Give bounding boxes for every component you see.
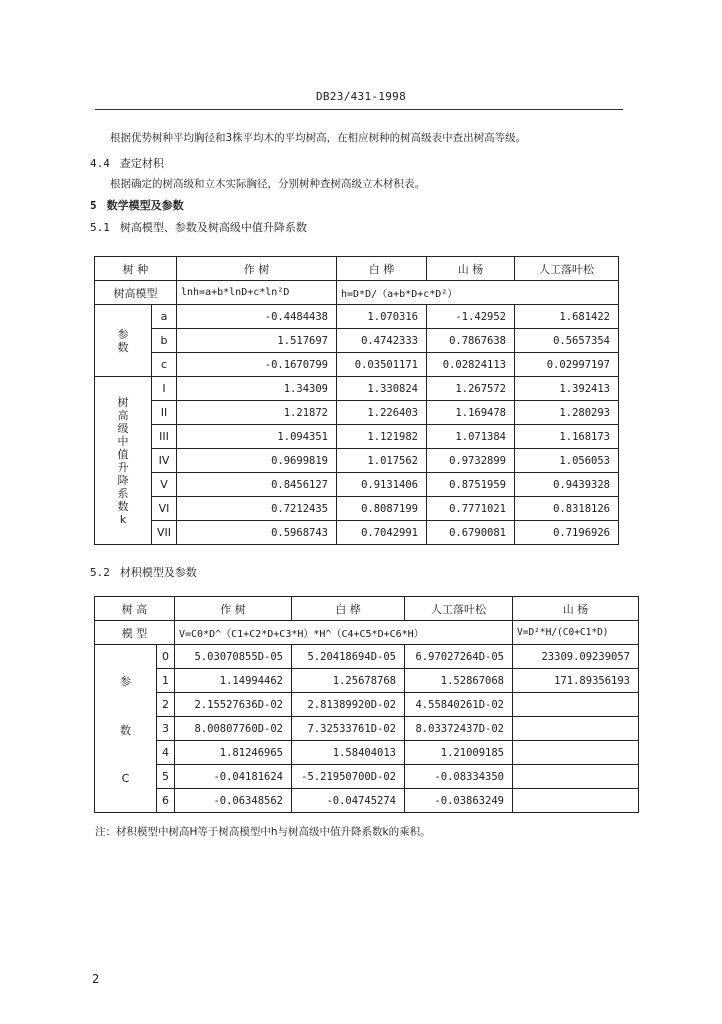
header-species: 树 种 bbox=[95, 257, 177, 281]
header-bai-hua: 白 桦 bbox=[337, 257, 427, 281]
k-value: 0.8456127 bbox=[177, 473, 337, 497]
coef-value: -0.03863249 bbox=[405, 789, 513, 813]
k-value: 0.7212435 bbox=[177, 497, 337, 521]
k-value: 0.9732899 bbox=[427, 449, 515, 473]
header-larch: 人工落叶松 bbox=[515, 257, 619, 281]
coef-value bbox=[513, 789, 639, 813]
coef-value bbox=[513, 741, 639, 765]
page-number: 2 bbox=[92, 972, 100, 986]
section-title: 树高模型、参数及树高级中值升降系数 bbox=[119, 221, 307, 234]
coef-value: 1.52867068 bbox=[405, 669, 513, 693]
coef-value bbox=[513, 717, 639, 741]
header-zuo-shu: 作 树 bbox=[177, 257, 337, 281]
k-key: VII bbox=[152, 521, 177, 545]
param-value: 0.03501171 bbox=[337, 353, 427, 377]
model-row bbox=[95, 621, 639, 645]
table-header-row bbox=[95, 597, 639, 621]
k-key: VI bbox=[152, 497, 177, 521]
k-value: 0.9439328 bbox=[515, 473, 619, 497]
model-row bbox=[95, 281, 619, 305]
model-formula-rest: h=D*D/（a+b*D+c*D²） bbox=[337, 281, 619, 305]
k-value: 1.017562 bbox=[337, 449, 427, 473]
coef-value bbox=[513, 693, 639, 717]
k-value: 1.21872 bbox=[177, 401, 337, 425]
paragraph-2: 根据确定的树高级和立木实际胸径，分别树种查树高级立木材积表。 bbox=[110, 178, 425, 190]
paragraph-1: 根据优势树种平均胸径和3株平均木的平均树高，在相应树种的树高级表中查出树高等级。 bbox=[110, 132, 527, 144]
coef-row bbox=[95, 789, 639, 813]
coef-value: -5.21950700D-02 bbox=[292, 765, 405, 789]
section-title: 材积模型及参数 bbox=[119, 566, 197, 579]
model-label: 模 型 bbox=[95, 621, 175, 645]
k-value: 1.226403 bbox=[337, 401, 427, 425]
k-value: 0.8751959 bbox=[427, 473, 515, 497]
k-value: 1.169478 bbox=[427, 401, 515, 425]
k-value: 0.6790081 bbox=[427, 521, 515, 545]
k-key: II bbox=[152, 401, 177, 425]
coef-key: 5 bbox=[157, 765, 175, 789]
table-note: 注：材积模型中树高H等于树高模型中h与树高级中值升降系数k的乘积。 bbox=[95, 826, 431, 838]
model-formula-shan-yang: V=D²*H/(C0+C1*D) bbox=[513, 621, 639, 645]
coef-key: 3 bbox=[157, 717, 175, 741]
param-group-text: 参数 bbox=[117, 327, 129, 354]
coef-value: 6.97027264D-05 bbox=[405, 645, 513, 669]
coef-value: -0.04181624 bbox=[175, 765, 292, 789]
k-group-label bbox=[95, 377, 152, 545]
param-value: 0.4742333 bbox=[337, 329, 427, 353]
k-value: 1.267572 bbox=[427, 377, 515, 401]
k-row bbox=[95, 377, 619, 401]
k-value: 1.121982 bbox=[337, 425, 427, 449]
header-zuo-shu: 作 树 bbox=[175, 597, 292, 621]
param-value: -0.1670799 bbox=[177, 353, 337, 377]
k-value: 0.7771021 bbox=[427, 497, 515, 521]
coef-row bbox=[95, 717, 639, 741]
param-value: 1.517697 bbox=[177, 329, 337, 353]
coef-group-label bbox=[95, 645, 157, 813]
k-value: 1.392413 bbox=[515, 377, 619, 401]
coef-value: -0.08334350 bbox=[405, 765, 513, 789]
k-value: 0.9699819 bbox=[177, 449, 337, 473]
section-title: 数学模型及参数 bbox=[106, 199, 184, 212]
coef-value: 7.32533761D-02 bbox=[292, 717, 405, 741]
k-value: 0.9131406 bbox=[337, 473, 427, 497]
k-value: 1.071384 bbox=[427, 425, 515, 449]
coef-value: 2.81389920D-02 bbox=[292, 693, 405, 717]
model-formula-zuo: lnh=a+b*lnD+c*ln²D bbox=[177, 281, 337, 305]
k-row bbox=[95, 425, 619, 449]
k-key: V bbox=[152, 473, 177, 497]
coef-key: 2 bbox=[157, 693, 175, 717]
k-value: 1.330824 bbox=[337, 377, 427, 401]
coef-value: 1.14994462 bbox=[175, 669, 292, 693]
coef-row bbox=[95, 741, 639, 765]
coef-value: 5.03070855D-05 bbox=[175, 645, 292, 669]
section-5-2-heading bbox=[90, 564, 197, 580]
coef-label-bot: C bbox=[121, 771, 130, 785]
coef-key: 4 bbox=[157, 741, 175, 765]
coef-value: 171.89356193 bbox=[513, 669, 639, 693]
coef-row bbox=[95, 645, 639, 669]
header-rule bbox=[95, 109, 623, 110]
coef-value: 4.55840261D-02 bbox=[405, 693, 513, 717]
param-value: 0.5657354 bbox=[515, 329, 619, 353]
section-title: 查定材积 bbox=[119, 157, 164, 170]
param-value: 0.7867638 bbox=[427, 329, 515, 353]
k-row bbox=[95, 497, 619, 521]
document-code: DB23/431-1998 bbox=[316, 90, 406, 103]
param-value: 1.681422 bbox=[515, 305, 619, 329]
coef-row bbox=[95, 765, 639, 789]
coef-value: -0.06348562 bbox=[175, 789, 292, 813]
k-row bbox=[95, 473, 619, 497]
coef-label-top: 参 bbox=[120, 674, 131, 688]
k-value: 0.7042991 bbox=[337, 521, 427, 545]
param-row bbox=[95, 305, 619, 329]
model-label: 树高模型 bbox=[95, 281, 177, 305]
coef-value: 2.15527636D-02 bbox=[175, 693, 292, 717]
k-value: 0.7196926 bbox=[515, 521, 619, 545]
header-shan-yang: 山 杨 bbox=[513, 597, 639, 621]
coef-value: 5.20418694D-05 bbox=[292, 645, 405, 669]
param-row bbox=[95, 329, 619, 353]
section-number: 4.4 bbox=[90, 157, 110, 170]
volume-model-table bbox=[94, 596, 639, 813]
coef-value: 1.21009185 bbox=[405, 741, 513, 765]
k-value: 0.8318126 bbox=[515, 497, 619, 521]
k-key: I bbox=[152, 377, 177, 401]
coef-label-mid: 数 bbox=[120, 724, 131, 737]
k-row bbox=[95, 401, 619, 425]
section-5-heading bbox=[90, 197, 184, 213]
coef-value bbox=[513, 765, 639, 789]
k-row bbox=[95, 449, 619, 473]
k-row bbox=[95, 521, 619, 545]
k-value: 1.34309 bbox=[177, 377, 337, 401]
height-model-table bbox=[94, 256, 619, 545]
param-row bbox=[95, 353, 619, 377]
coef-value: -0.04745274 bbox=[292, 789, 405, 813]
param-group-label bbox=[95, 305, 152, 377]
coef-value: 1.58404013 bbox=[292, 741, 405, 765]
k-key: III bbox=[152, 425, 177, 449]
coef-row bbox=[95, 693, 639, 717]
header-shan-yang: 山 杨 bbox=[427, 257, 515, 281]
k-value: 0.8087199 bbox=[337, 497, 427, 521]
coef-value: 23309.09239057 bbox=[513, 645, 639, 669]
coef-value: 1.81246965 bbox=[175, 741, 292, 765]
section-number: 5.2 bbox=[90, 566, 110, 579]
k-key: IV bbox=[152, 449, 177, 473]
param-key: b bbox=[152, 329, 177, 353]
coef-value: 1.25678768 bbox=[292, 669, 405, 693]
section-4-4-heading bbox=[90, 155, 164, 171]
k-value: 1.168173 bbox=[515, 425, 619, 449]
coef-key: 1 bbox=[157, 669, 175, 693]
section-number: 5.1 bbox=[90, 221, 110, 234]
coef-row bbox=[95, 669, 639, 693]
coef-key: 6 bbox=[157, 789, 175, 813]
k-value: 1.094351 bbox=[177, 425, 337, 449]
section-number: 5 bbox=[90, 199, 97, 212]
section-5-1-heading bbox=[90, 219, 307, 235]
coef-key: 0 bbox=[157, 645, 175, 669]
k-value: 1.056053 bbox=[515, 449, 619, 473]
header-bai-hua: 白 桦 bbox=[292, 597, 405, 621]
model-formula-main: V=C0*D^（C1+C2*D+C3*H）*H^（C4+C5*D+C6*H） bbox=[175, 621, 513, 645]
header-larch: 人工落叶松 bbox=[405, 597, 513, 621]
param-value: -0.4484438 bbox=[177, 305, 337, 329]
coef-group-stack bbox=[99, 659, 152, 799]
coef-value: 8.00807760D-02 bbox=[175, 717, 292, 741]
param-value: 0.02824113 bbox=[427, 353, 515, 377]
param-value: -1.42952 bbox=[427, 305, 515, 329]
param-key: c bbox=[152, 353, 177, 377]
k-group-text: 树高级中值升降系数k bbox=[117, 395, 129, 526]
header-tree-height: 树 高 bbox=[95, 597, 175, 621]
param-key: a bbox=[152, 305, 177, 329]
param-value: 0.02997197 bbox=[515, 353, 619, 377]
k-value: 0.5968743 bbox=[177, 521, 337, 545]
coef-value: 8.03372437D-02 bbox=[405, 717, 513, 741]
param-value: 1.070316 bbox=[337, 305, 427, 329]
k-value: 1.280293 bbox=[515, 401, 619, 425]
table-header-row bbox=[95, 257, 619, 281]
